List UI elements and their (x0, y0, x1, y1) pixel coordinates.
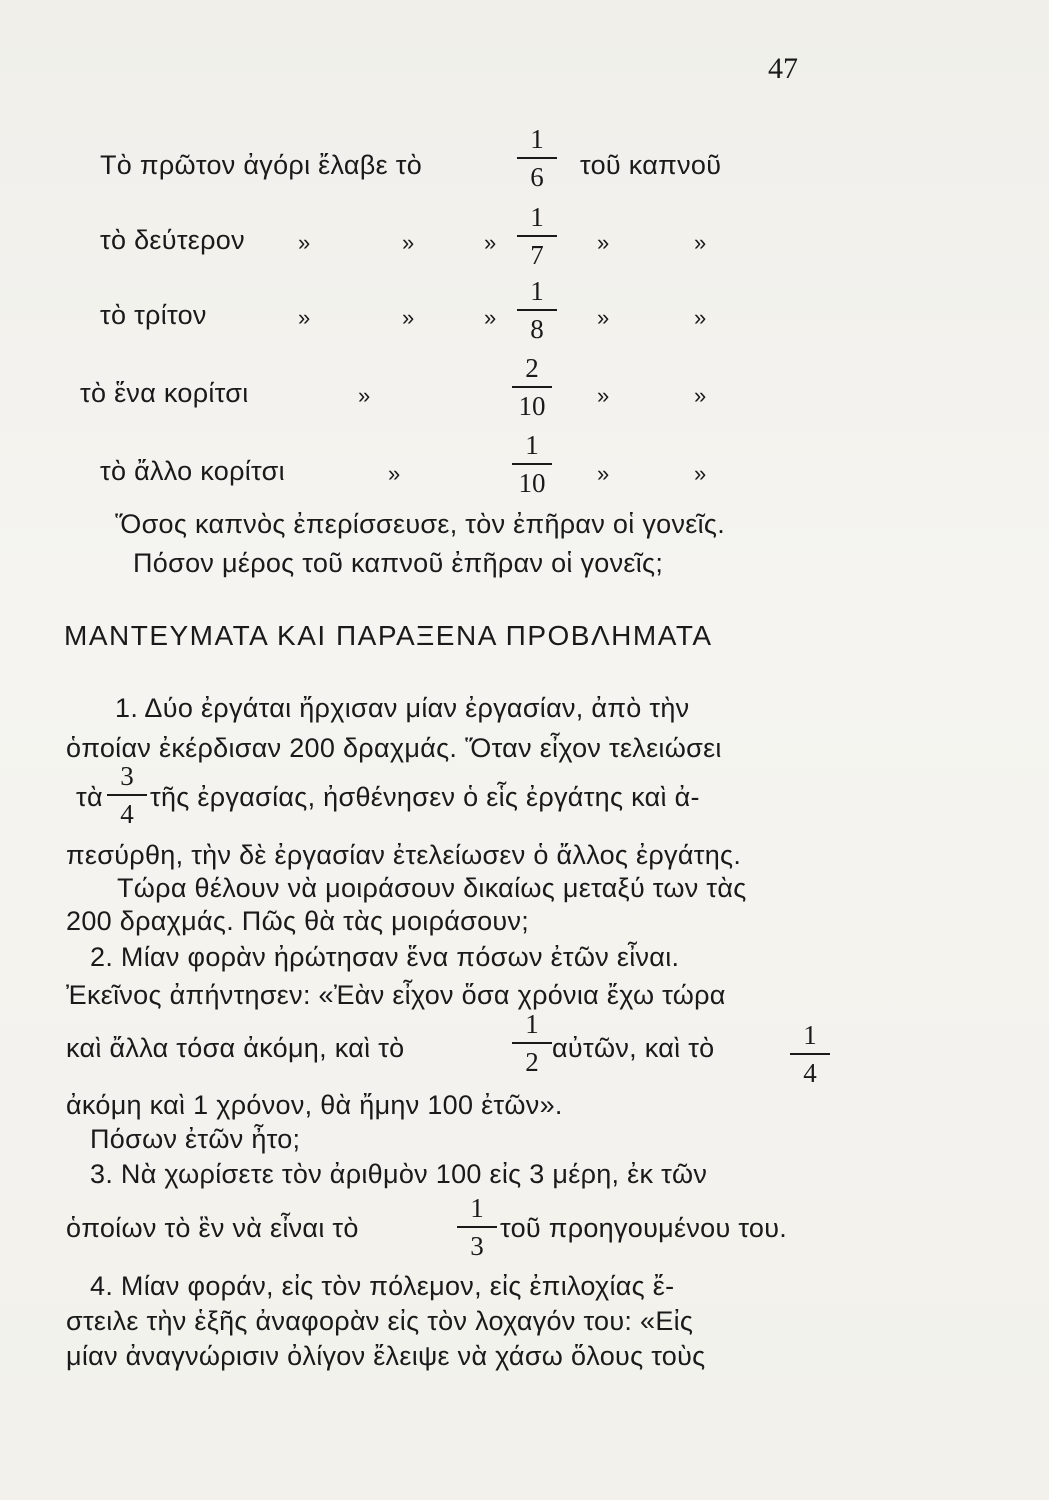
problem2-numerator-1: 1 (525, 1009, 539, 1039)
problem1-line1: 1. Δύο ἐργάται ἤρχισαν μίαν ἐργασίαν, ἀπὸ τὴν (115, 693, 690, 723)
problem2-line3-pre: καὶ ἄλλα τόσα ἀκόμη, καὶ τὸ (66, 1033, 405, 1063)
fraction-bar (517, 235, 557, 237)
problem1-line5: Τώρα θέλουν νὰ μοιράσουν δικαίως μεταξύ των τὰς (117, 873, 747, 903)
problem2-fraction-1 (512, 1011, 552, 1076)
problem1-line3-post: τῆς ἐργασίας, ἠσθένησεν ὁ εἷς ἐργάτης καὶ ἀ- (150, 782, 700, 812)
ditto-mark: » (402, 230, 415, 255)
problem1-line3-pre: τὰ (76, 782, 103, 812)
fraction-bar (107, 794, 147, 796)
problem1-line2: ὁποίαν ἐκέρδισαν 200 δραχμάς. Ὅταν εἶχον τελειώσει (66, 733, 722, 763)
ditto-mark: » (694, 230, 707, 255)
row-2-label: τὸ δεύτερον (100, 225, 245, 255)
ditto-mark: » (597, 305, 610, 330)
row-1-suffix: τοῦ καπνοῦ (580, 150, 722, 180)
row-3-fraction (517, 278, 557, 343)
problem1-line6: 200 δραχμάς. Πῶς θὰ τὰς μοιράσουν; (66, 906, 530, 936)
row-1-numerator: 1 (530, 124, 544, 154)
row-1-fraction (517, 126, 557, 191)
row-3-label: τὸ τρίτον (100, 300, 207, 330)
row-3-denominator: 8 (530, 313, 544, 344)
ditto-mark: » (388, 461, 401, 486)
problem3-fraction (457, 1195, 497, 1260)
row-2-fraction (517, 204, 557, 269)
ditto-mark: » (298, 305, 311, 330)
row-2-numerator: 1 (530, 202, 544, 232)
closing-line-2: Πόσον μέρος τοῦ καπνοῦ ἐπῆραν οἱ γονεῖς; (133, 548, 664, 578)
row-4-denominator: 10 (518, 390, 546, 421)
row-1-label: Τὸ πρῶτον ἀγόρι ἔλαβε τὸ (100, 150, 423, 180)
ditto-mark: » (694, 305, 707, 330)
problem3-denominator: 3 (470, 1230, 484, 1261)
problem2-fraction-2 (790, 1022, 830, 1087)
ditto-mark: » (298, 230, 311, 255)
problem1-numerator: 3 (120, 761, 134, 791)
problem4-line3: μίαν ἀναγνώρισιν ὀλίγον ἔλειψε νὰ χάσω ὅλους τοὺς (66, 1341, 706, 1371)
problem2-denominator-2: 4 (803, 1057, 817, 1088)
problem3-line1: 3. Νὰ χωρίσετε τὸν ἀριθμὸν 100 εἰς 3 μέρη, ἐκ τῶν (90, 1159, 708, 1189)
closing-line-1: Ὅσος καπνὸς ἐπερίσσευσε, τὸν ἐπῆραν οἱ γονεῖς. (115, 509, 726, 539)
ditto-mark: » (597, 230, 610, 255)
ditto-mark: » (484, 305, 497, 330)
ditto-mark: » (597, 383, 610, 408)
row-1-denominator: 6 (530, 161, 544, 192)
problem2-line5: Πόσων ἐτῶν ἦτο; (90, 1124, 301, 1154)
problem3-numerator: 1 (470, 1193, 484, 1223)
problem4-line2: στειλε τὴν ἑξῆς ἀναφορὰν εἰς τὸν λοχαγόν του: «Εἰς (66, 1306, 694, 1336)
row-5-fraction (512, 432, 552, 497)
problem1-fraction (107, 763, 147, 828)
fraction-bar (512, 1042, 552, 1044)
ditto-mark: » (484, 230, 497, 255)
problem2-denominator-1: 2 (525, 1046, 539, 1077)
problem3-line2-post: τοῦ προηγουμένου του. (500, 1213, 788, 1243)
row-5-label: τὸ ἄλλο κορίτσι (100, 456, 285, 486)
row-4-fraction (512, 355, 552, 420)
problem2-line4: ἀκόμη καὶ 1 χρόνον, θὰ ἤμην 100 ἐτῶν». (66, 1090, 563, 1120)
row-5-numerator: 1 (525, 430, 539, 460)
fraction-bar (512, 386, 552, 388)
problem1-denominator: 4 (120, 798, 134, 829)
row-3-numerator: 1 (530, 276, 544, 306)
ditto-mark: » (694, 461, 707, 486)
row-5-denominator: 10 (518, 467, 546, 498)
page-number: 47 (768, 52, 798, 85)
ditto-mark: » (402, 305, 415, 330)
fraction-bar (517, 309, 557, 311)
problem3-line2-pre: ὁποίων τὸ ἓν νὰ εἶναι τὸ (66, 1213, 359, 1243)
problem2-numerator-2: 1 (803, 1020, 817, 1050)
fraction-bar (512, 463, 552, 465)
ditto-mark: » (597, 461, 610, 486)
problem4-line1: 4. Μίαν φοράν, εἰς τὸν πόλεμον, εἰς ἐπιλοχίας ἔ- (90, 1271, 675, 1301)
section-heading: ΜΑΝΤΕΥΜΑΤΑ ΚΑΙ ΠΑΡΑΞΕΝΑ ΠΡΟΒΛΗΜΑΤΑ (64, 620, 713, 651)
row-4-numerator: 2 (525, 353, 539, 383)
row-4-label: τὸ ἕνα κορίτσι (80, 378, 249, 408)
ditto-mark: » (694, 383, 707, 408)
fraction-bar (517, 157, 557, 159)
problem2-line1: 2. Μίαν φορὰν ἠρώτησαν ἕνα πόσων ἐτῶν εἶναι. (90, 942, 680, 972)
fraction-bar (457, 1226, 497, 1228)
problem1-line4: πεσύρθη, τὴν δὲ ἐργασίαν ἐτελείωσεν ὁ ἄλλος ἐργάτης. (66, 840, 742, 870)
row-2-denominator: 7 (530, 239, 544, 270)
ditto-mark: » (358, 383, 371, 408)
problem2-line2: Ἐκεῖνος ἀπήντησεν: «Ἐὰν εἶχον ὅσα χρόνια ἔχω τώρα (66, 980, 726, 1010)
fraction-bar (790, 1053, 830, 1055)
problem2-line3-mid: αὐτῶν, καὶ τὸ (552, 1033, 715, 1063)
